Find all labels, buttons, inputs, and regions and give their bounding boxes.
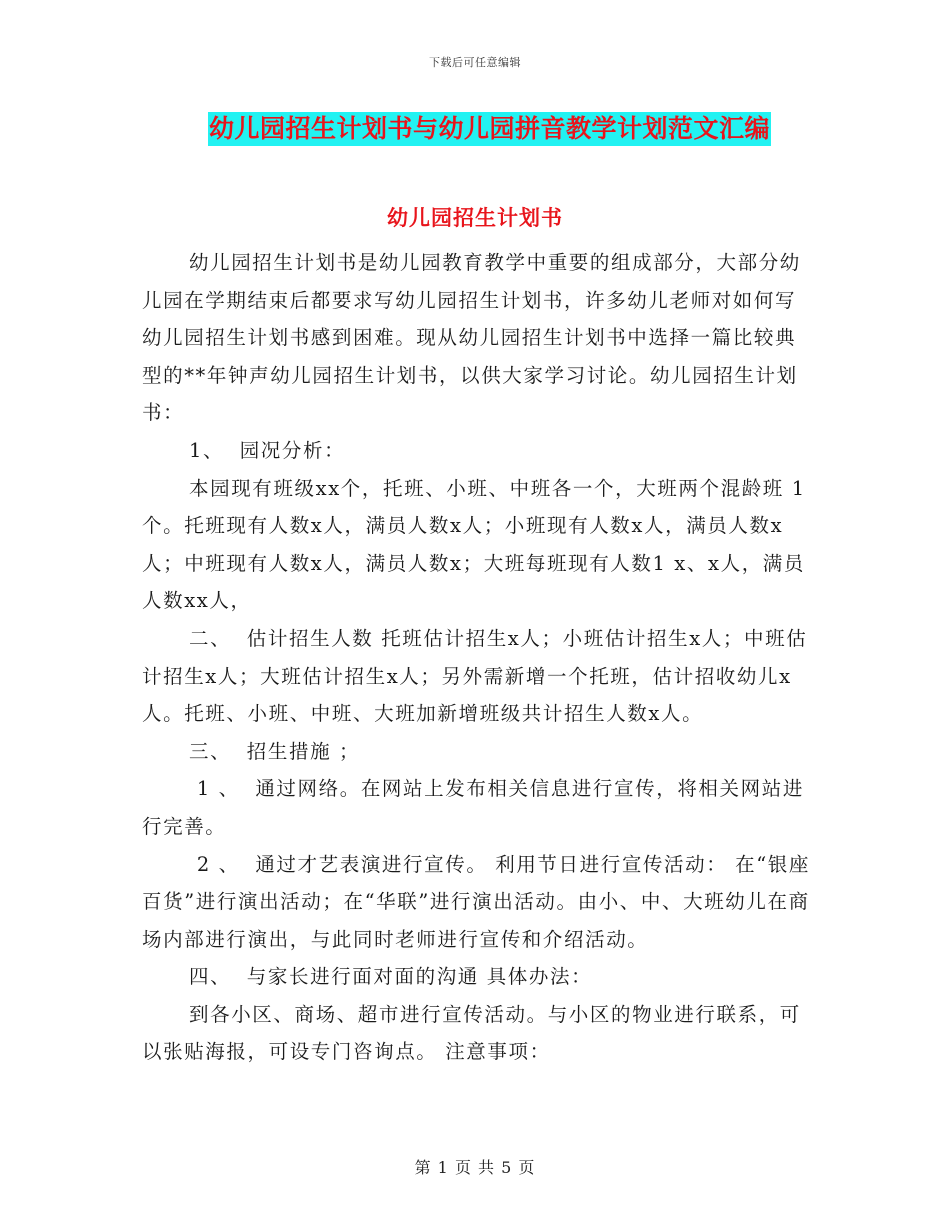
document-body <box>142 244 812 1071</box>
section-title: 幼儿园招生计划书 <box>387 205 563 230</box>
item-2-paragraph: 二、 估计招生人数 托班估计招生x人；小班估计招生x人；中班估计招生x人；大班估计招生x人；另外需新增一个托班，估计招收幼儿x人。托班、小班、中班、大班加新增班级共计招生人数x人。 <box>142 626 808 726</box>
item-4-heading: 四、 与家长进行面对面的沟通 具体办法： <box>189 965 593 989</box>
page-footer: 第 1 页 共 5 页 <box>414 1158 536 1177</box>
item-1-heading: 1、 园况分析： <box>189 438 346 462</box>
method-paragraph: 到各小区、商场、超市进行宣传活动。与小区的物业进行联系，可以张贴海报，可设专门咨询点。 注意事项： <box>142 1002 801 1064</box>
document-title: 幼儿园招生计划书与幼儿园拼音教学计划范文汇编 <box>208 112 771 146</box>
intro-paragraph: 幼儿园招生计划书是幼儿园教育教学中重要的组成部分，大部分幼儿园在学期结束后都要求写幼儿园招生计划书，许多幼儿老师对如何写幼儿园招生计划书感到困难。现从幼儿园招生计划书中选择一篇比较典型的**年钟声幼儿园招生计划书，以供大家学习讨论。幼儿园招生计划书： <box>142 251 801 425</box>
measure-1-paragraph: 1 、 通过网络。在网站上发布相关信息进行宣传，将相关网站进行完善。 <box>142 777 804 838</box>
measure-2-paragraph: 2 、 通过才艺表演进行宣传。 利用节日进行宣传活动： 在“银座百货”进行演出活动；在“华联”进行演出活动。由小、中、大班幼儿在商场内部进行演出，与此同时老师进行宣传和介绍活动。 <box>142 852 810 951</box>
class-status-paragraph: 本园现有班级xx个，托班、小班、中班各一个，大班两个混龄班 1个。托班现有人数x人，满员人数x人；小班现有人数x人，满员人数x人；中班现有人数x人，满员人数x；大班每班现有人数1 x、x人，满员人数xx人， <box>142 476 806 613</box>
header-note: 下载后可任意编辑 <box>429 56 521 69</box>
item-3-heading: 三、 招生措施 ； <box>189 739 361 763</box>
